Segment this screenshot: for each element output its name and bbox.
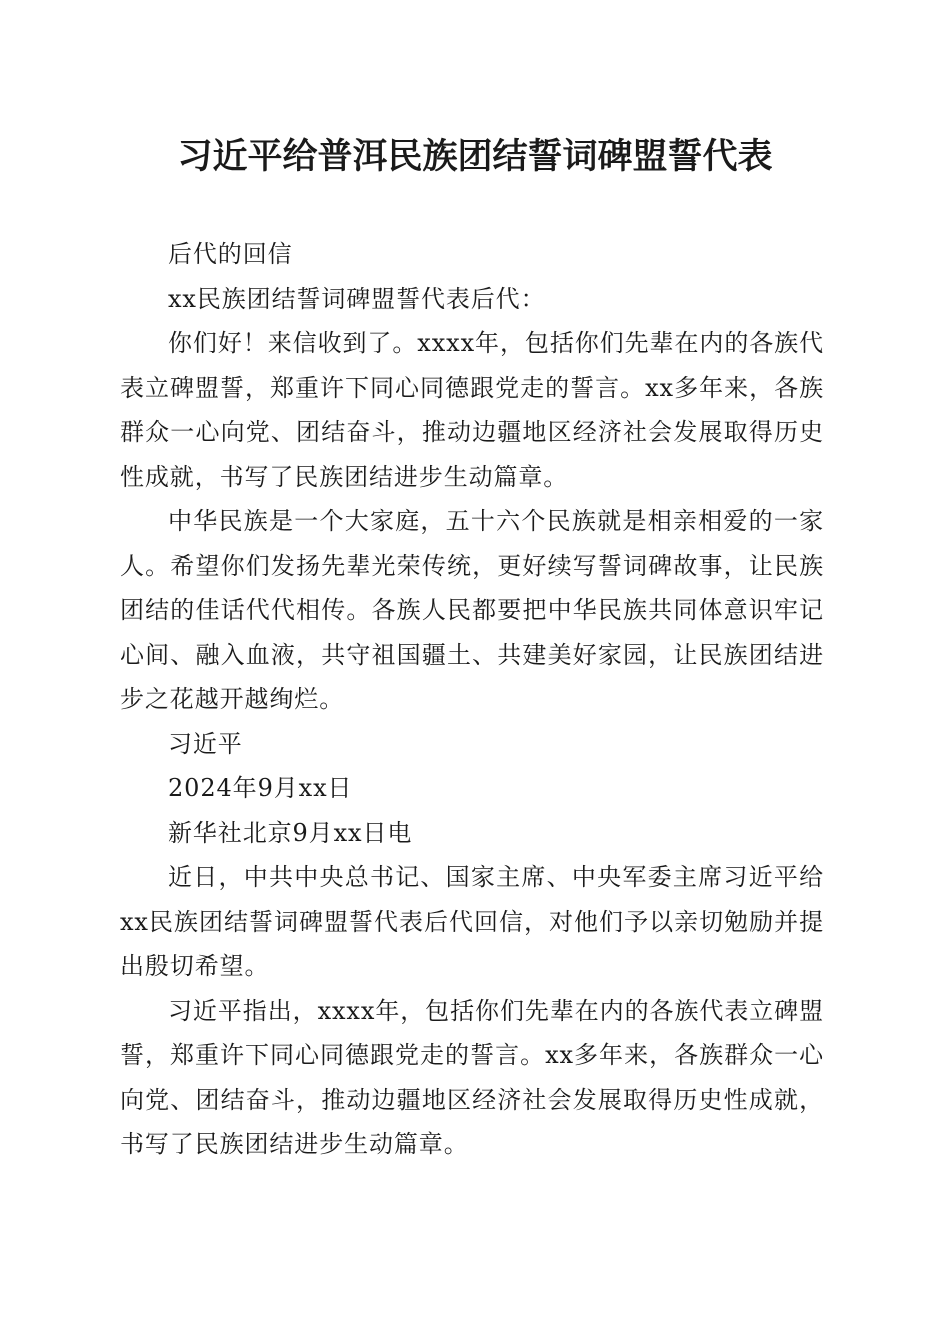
news-paragraph: 习近平指出，xxxx年，包括你们先辈在内的各族代表立碑盟誓，郑重许下同心同德跟党走的誓言。xx多年来，各族群众一心向党、团结奋斗，推动边疆地区经济社会发展取得历史性成就，书写了民族团结进步生动篇章。 xyxy=(120,996,824,1158)
letter-salutation: xx民族团结誓词碑盟誓代表后代： xyxy=(168,284,546,313)
document-title: 习近平给普洱民族团结誓词碑盟誓代表 xyxy=(177,136,773,177)
letter-paragraph: 你们好！来信收到了。xxxx年，包括你们先辈在内的各族代表立碑盟誓，郑重许下同心同德跟党走的誓言。xx多年来，各族群众一心向党、团结奋斗，推动边疆地区经济社会发展取得历史性成就，书写了民族团结进步生动篇章。 xyxy=(120,329,824,491)
letter-date: 2024年9月xx日 xyxy=(168,774,353,802)
news-dateline: 新华社北京9月xx日电 xyxy=(168,818,413,847)
letter-subtitle: 后代的回信 xyxy=(168,240,293,268)
news-paragraph: 近日，中共中央总书记、国家主席、中央军委主席习近平给xx民族团结誓词碑盟誓代表后代回信，对他们予以亲切勉励并提出殷切希望。 xyxy=(120,863,824,980)
letter-signature: 习近平 xyxy=(168,729,243,758)
document-body xyxy=(120,232,824,1167)
letter-paragraph: 中华民族是一个大家庭，五十六个民族就是相亲相爱的一家人。希望你们发扬先辈光荣传统，更好续写誓词碑故事，让民族团结的佳话代代相传。各族人民都要把中华民族共同体意识牢记心间、融入血液，共守祖国疆土、共建美好家园，让民族团结进步之花越开越绚烂。 xyxy=(120,507,824,713)
